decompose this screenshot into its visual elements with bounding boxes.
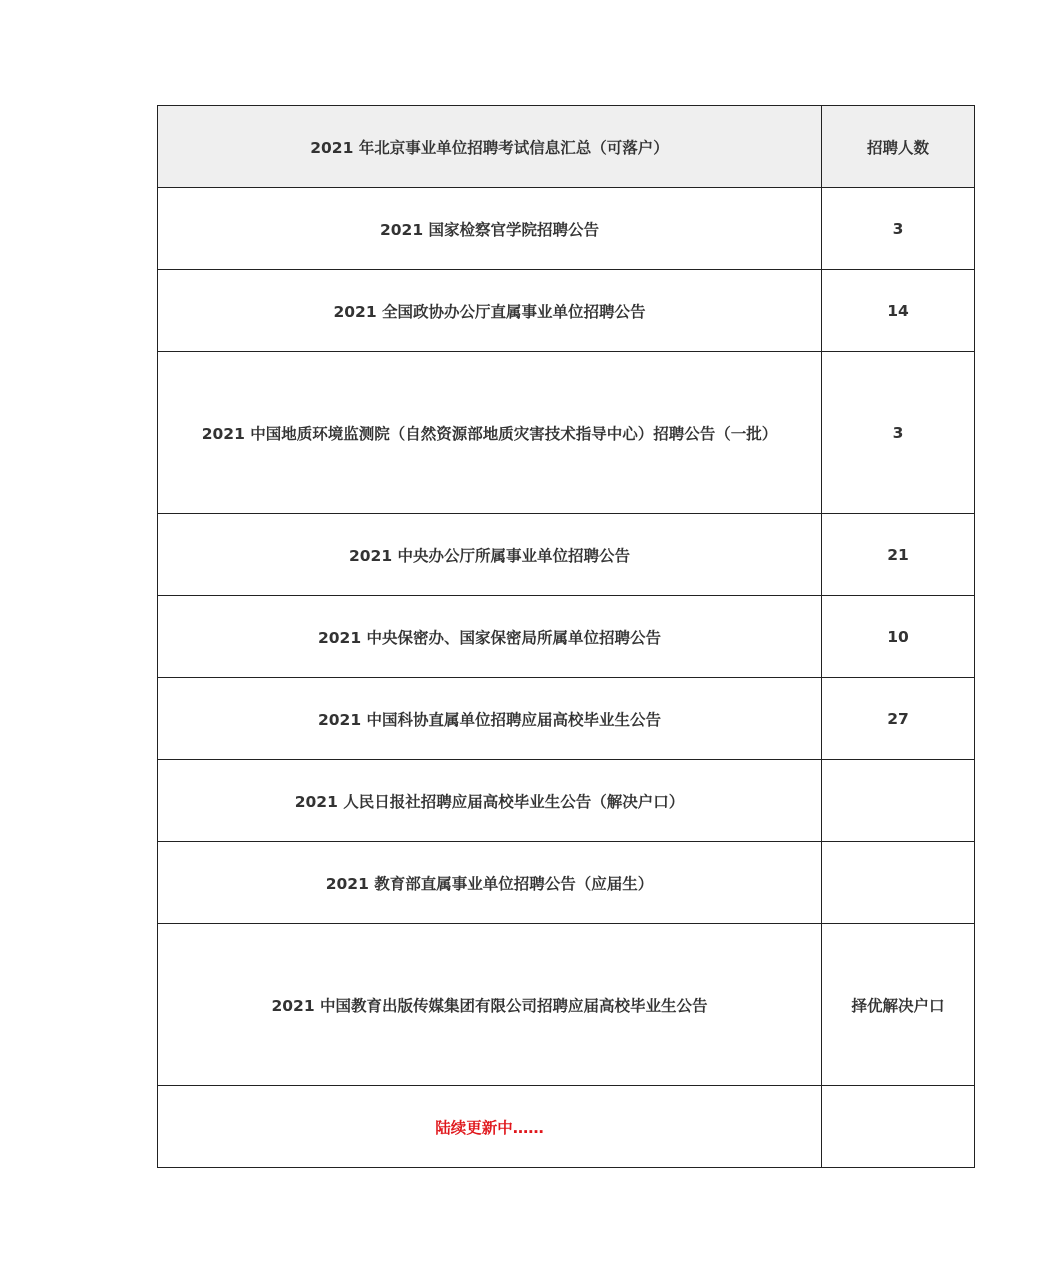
table-row xyxy=(158,188,975,270)
row-title: 2021 中央保密办、国家保密局所属单位招聘公告 xyxy=(158,596,822,678)
row-count: 14 xyxy=(822,270,975,352)
row-count: 择优解决户口 xyxy=(822,924,975,1086)
table-row xyxy=(158,924,975,1086)
row-title: 2021 中国教育出版传媒集团有限公司招聘应届高校毕业生公告 xyxy=(158,924,822,1086)
row-count: 10 xyxy=(822,596,975,678)
row-count xyxy=(822,760,975,842)
table-footer-row xyxy=(158,1086,975,1168)
header-count: 招聘人数 xyxy=(822,106,975,188)
table-row xyxy=(158,352,975,514)
recruitment-table xyxy=(157,105,975,1168)
header-title: 2021 年北京事业单位招聘考试信息汇总（可落户） xyxy=(158,106,822,188)
row-count: 21 xyxy=(822,514,975,596)
table-row xyxy=(158,842,975,924)
table-row xyxy=(158,760,975,842)
row-title: 2021 国家检察官学院招聘公告 xyxy=(158,188,822,270)
row-count: 27 xyxy=(822,678,975,760)
row-title: 2021 中央办公厅所属事业单位招聘公告 xyxy=(158,514,822,596)
row-count xyxy=(822,842,975,924)
row-title: 2021 中国地质环境监测院（自然资源部地质灾害技术指导中心）招聘公告（一批） xyxy=(158,352,822,514)
table-row xyxy=(158,596,975,678)
table-header-row xyxy=(158,106,975,188)
row-title: 2021 全国政协办公厅直属事业单位招聘公告 xyxy=(158,270,822,352)
table-row xyxy=(158,270,975,352)
row-count: 3 xyxy=(822,188,975,270)
row-title: 2021 人民日报社招聘应届高校毕业生公告（解决户口） xyxy=(158,760,822,842)
row-title: 2021 中国科协直属单位招聘应届高校毕业生公告 xyxy=(158,678,822,760)
footer-count xyxy=(822,1086,975,1168)
table-row xyxy=(158,514,975,596)
row-title: 2021 教育部直属事业单位招聘公告（应届生） xyxy=(158,842,822,924)
row-count: 3 xyxy=(822,352,975,514)
table-row xyxy=(158,678,975,760)
updating-notice: 陆续更新中…… xyxy=(158,1086,822,1168)
